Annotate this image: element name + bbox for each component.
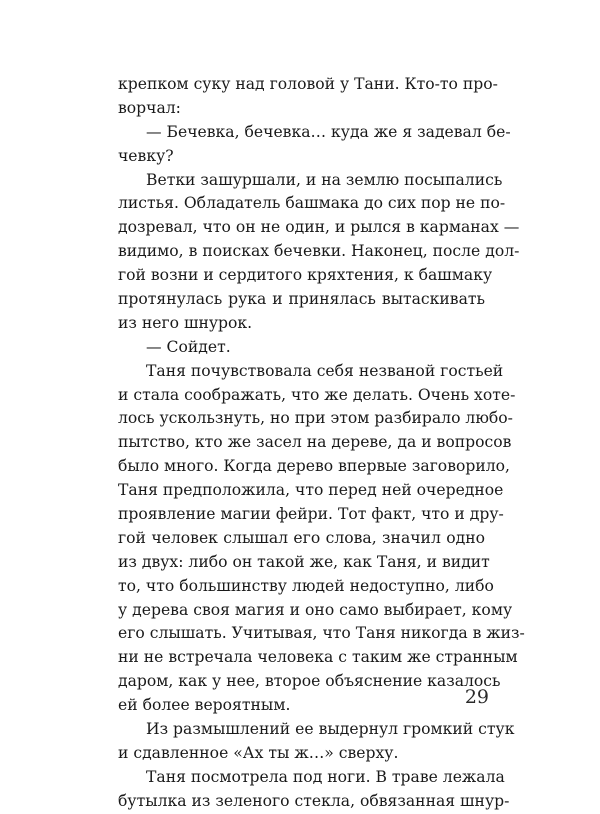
text-line: из него шнурок. (118, 313, 253, 332)
text-line: листья. Обладатель башмака до сих пор не по- (118, 194, 506, 213)
text-line: его слышать. Учитывая, что Таня никогда в жиз- (118, 624, 525, 643)
text-line: и сдавленное «Ах ты ж…» сверху. (118, 743, 399, 762)
text-line: гой возни и сердитого кряхтения, к башмаку (118, 266, 493, 285)
body-text (118, 73, 525, 814)
text-line: крепком суку над головой у Тани. Кто-то про- (118, 75, 498, 93)
text-line: ни не встречала человека с таким же странным (118, 648, 518, 667)
text-line: проявление магии фейри. Тот факт, что и дру- (118, 505, 504, 524)
text-line: Таня предположила, что перед ней очередное (118, 481, 504, 500)
text-line: — Бечевка, бечевка… куда же я задевал бе- (146, 122, 511, 141)
text-line: ей более вероятным. (118, 696, 291, 715)
text-line: Таня почувствовала себя незваной гостьей (146, 361, 504, 380)
text-line: из двух: либо он такой же, как Таня, и видит (118, 552, 490, 571)
text-line: — Сойдет. (146, 337, 231, 356)
page-number: 29 (464, 686, 489, 708)
text-line: даром, как у нее, второе объяснение казалось (118, 672, 501, 691)
text-line: было много. Когда дерево впервые заговорило, (118, 457, 510, 476)
text-line: видимо, в поисках бечевки. Наконец, после дол- (118, 242, 520, 261)
text-line: лось ускользнуть, но при этом разбирало любо- (118, 409, 513, 428)
text-line: бутылка из зеленого стекла, обвязанная шнур- (118, 791, 510, 810)
text-line: Таня посмотрела под ноги. В траве лежала (146, 767, 505, 786)
text-line: протянулась рука и принялась вытаскивать (118, 290, 485, 309)
text-line: Ветки зашуршали, и на землю посыпались (146, 170, 503, 189)
text-line: чевку? (118, 146, 174, 165)
text-line: у дерева своя магия и оно само выбирает, кому (118, 600, 513, 619)
text-line: Из размышлений ее выдернул громкий стук (146, 720, 515, 739)
text-line: пытство, кто же засел на дереве, да и вопросов (118, 433, 512, 452)
text-line: то, что большинству людей недоступно, либо (118, 576, 494, 595)
text-line: и стала соображать, что же делать. Очень хоте- (118, 385, 516, 404)
text-line: ворчал: (118, 98, 181, 117)
text-line: дозревал, что он не один, и рылся в карманах — (118, 218, 520, 237)
text-line: гой человек слышал его слова, значил одно (118, 528, 485, 547)
